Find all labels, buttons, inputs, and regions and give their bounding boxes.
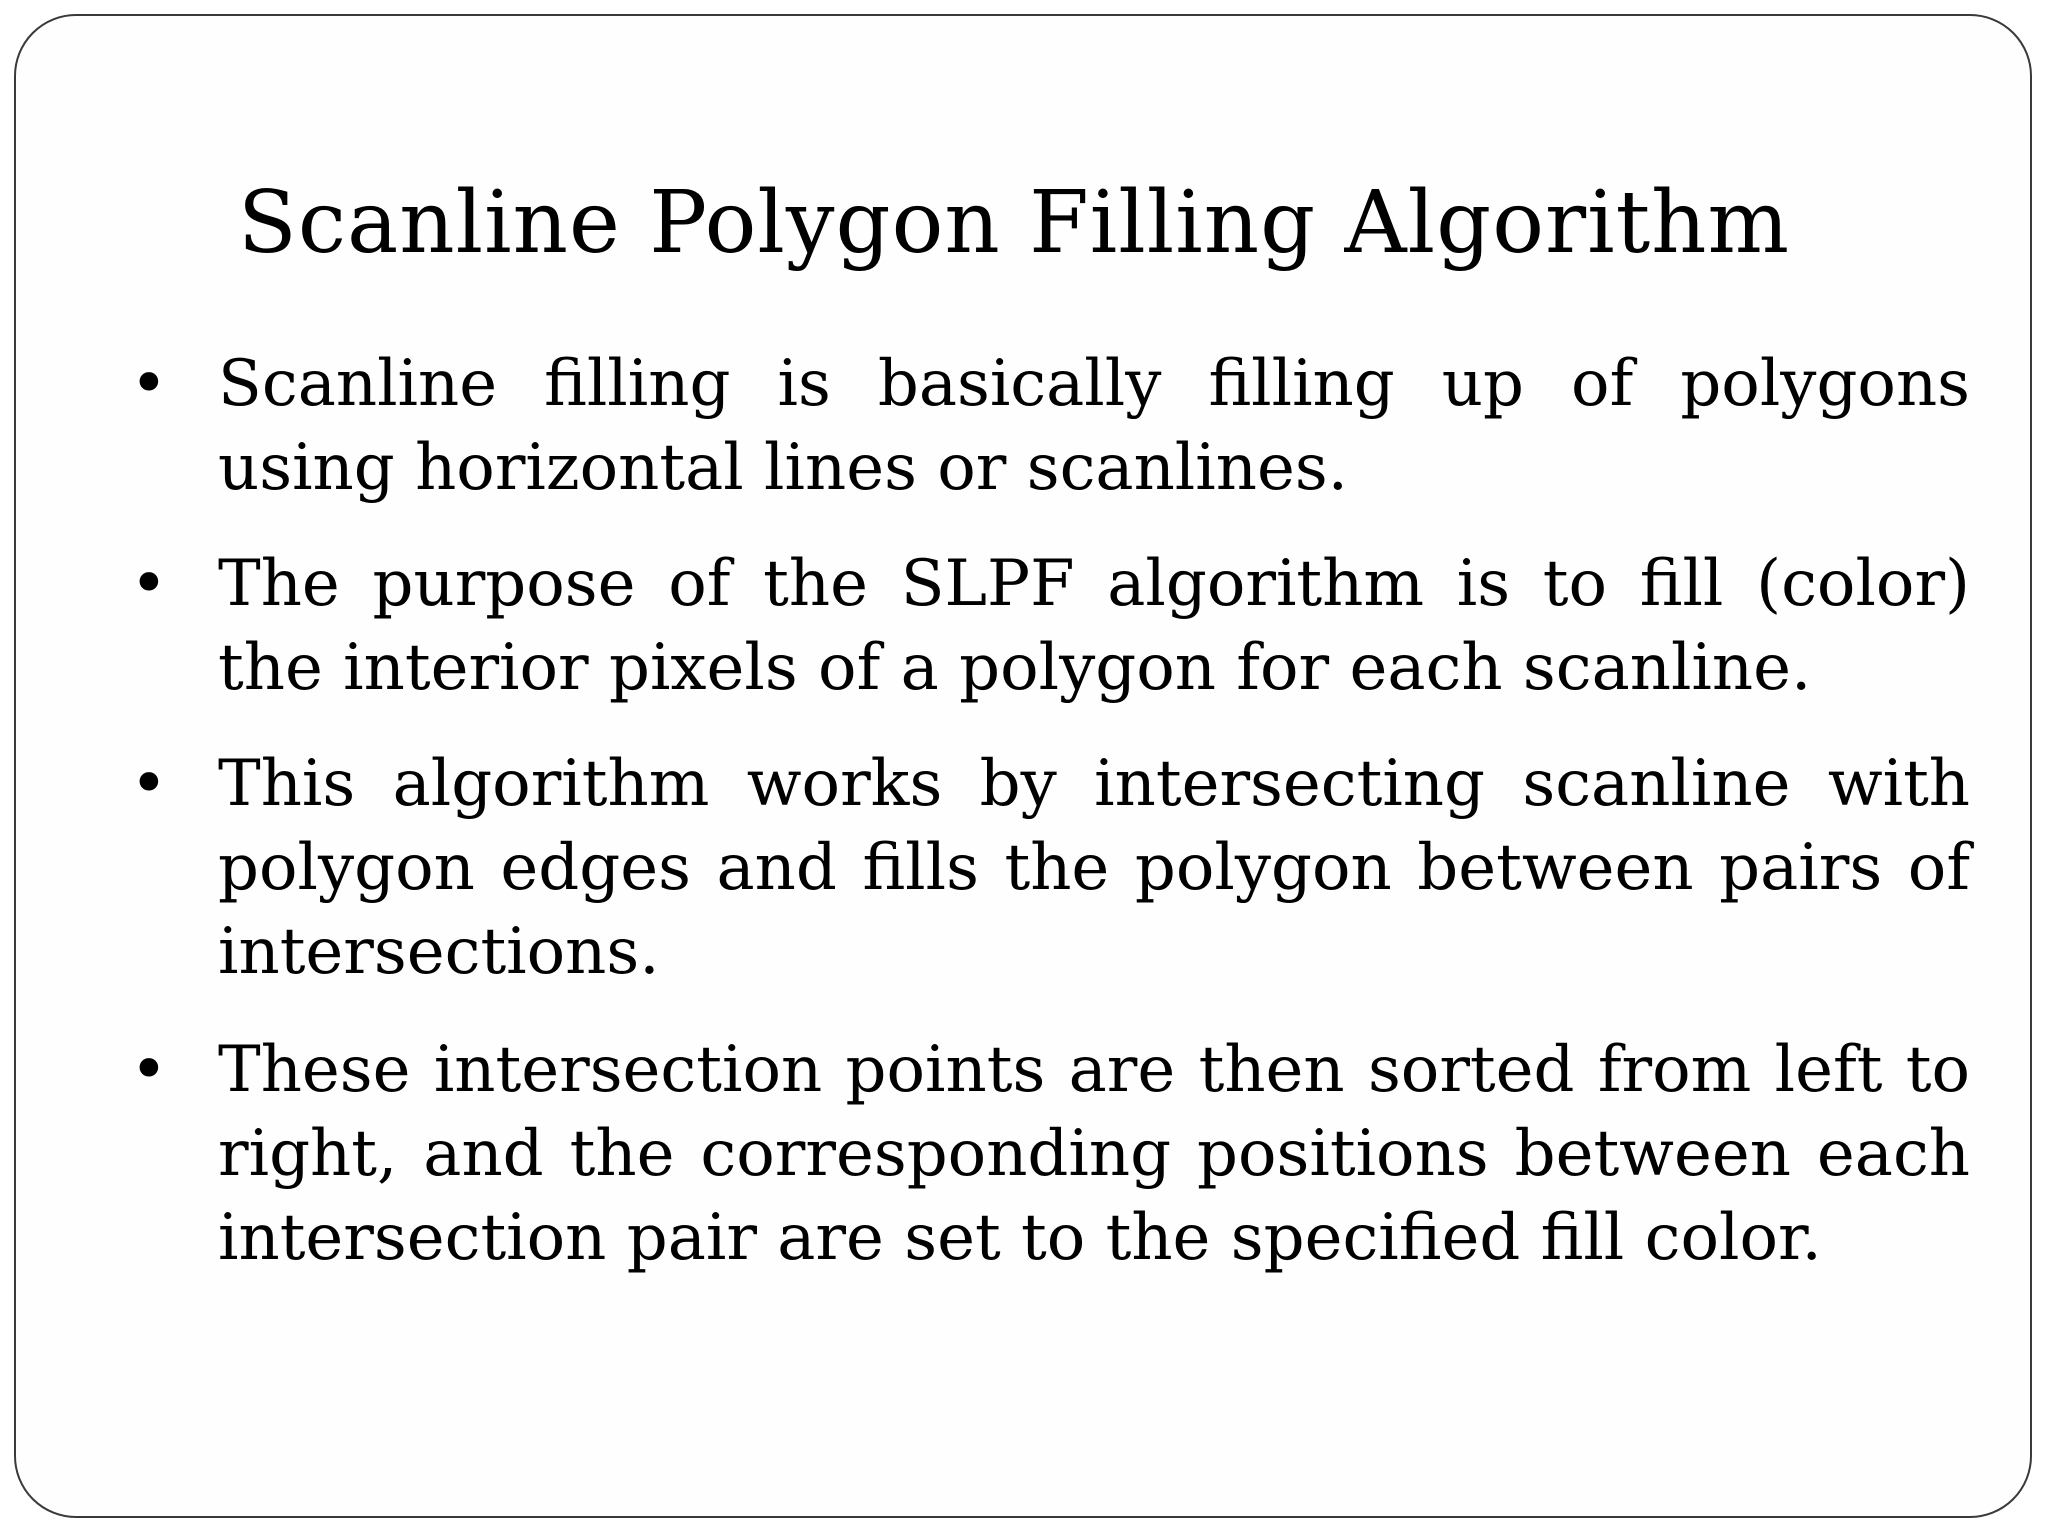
bullet-text: The purpose of the SLPF algorithm is to fill (color) the interior pixels of a polygon for each scanline. <box>218 547 1970 705</box>
bullet-text: This algorithm works by intersecting scanline with polygon edges and fills the polygon between pairs of intersections. <box>218 747 1970 989</box>
bullet-icon: • <box>130 547 168 621</box>
bullet-text: These intersection points are then sorted from left to right, and the corresponding positions between each intersection pair are set to the specified fill color. <box>218 1033 1970 1275</box>
bullet-list <box>130 342 1970 1312</box>
bullet-text: Scanline filling is basically filling up of polygons using horizontal lines or scanlines. <box>218 347 1970 505</box>
bullet-item <box>130 542 1970 710</box>
bullet-item <box>130 342 1970 510</box>
slide-title: Scanline Polygon Filling Algorithm <box>237 173 1791 273</box>
bullet-item <box>130 742 1970 994</box>
bullet-icon: • <box>130 1033 168 1107</box>
bullet-icon: • <box>130 347 168 421</box>
bullet-item <box>130 1028 1970 1280</box>
bullet-icon: • <box>130 747 168 821</box>
